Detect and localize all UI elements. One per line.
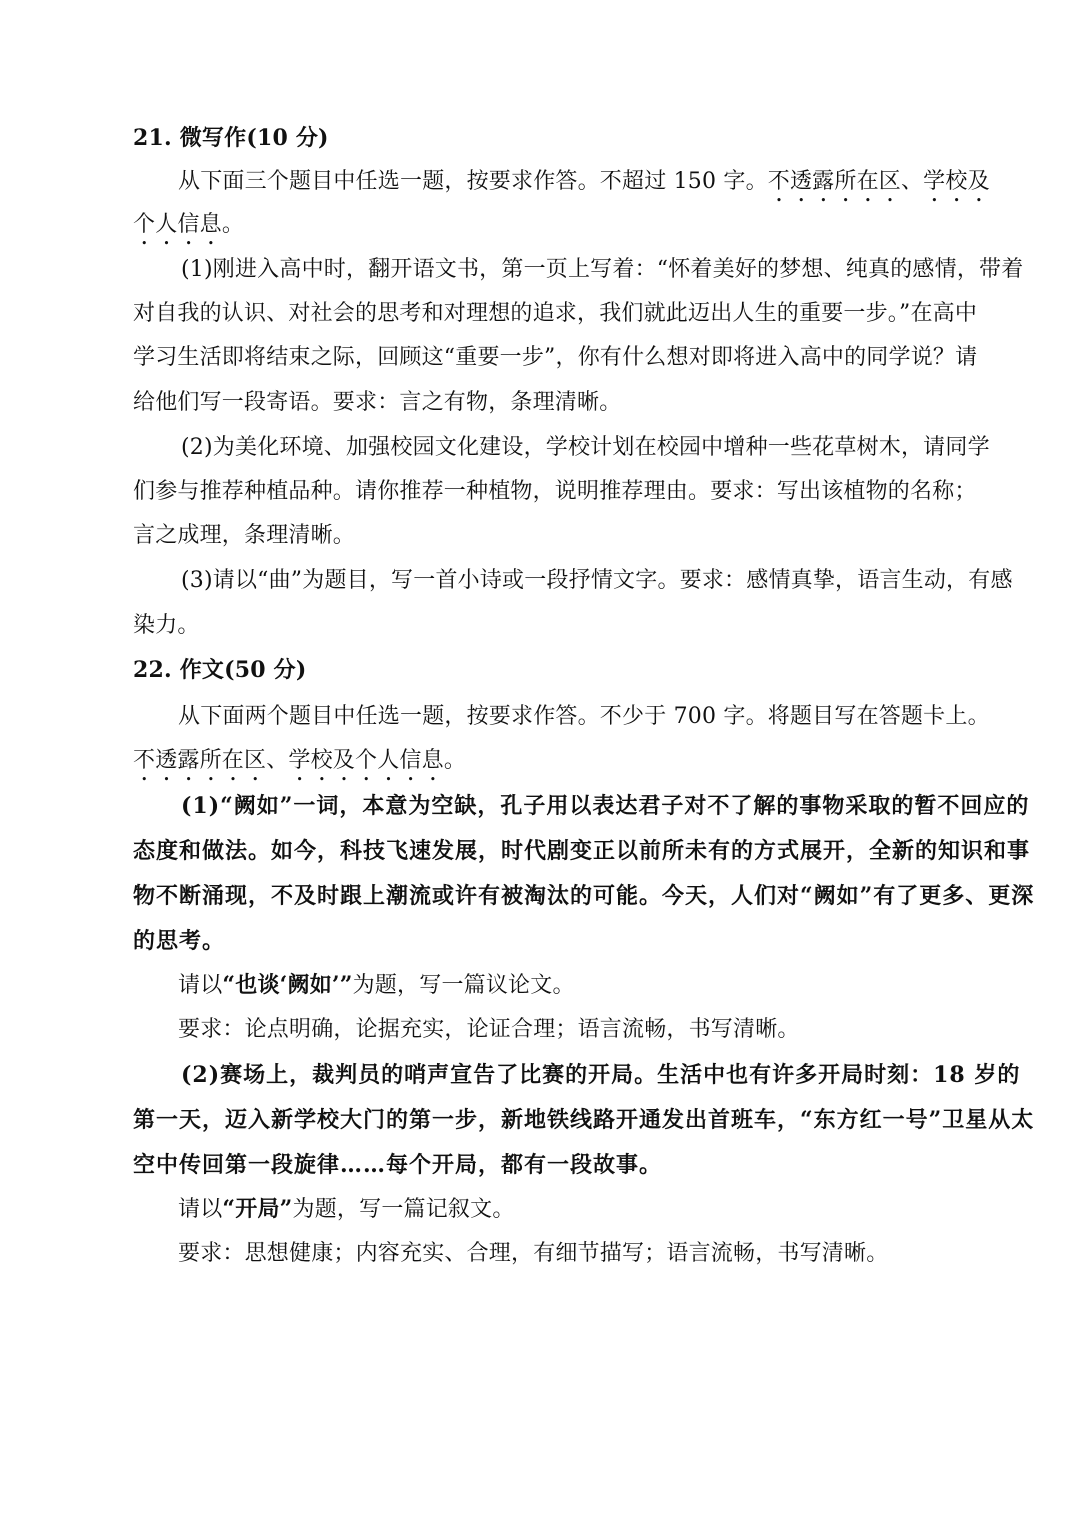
q21-intro-text: 从下面三个题目中任选一题，按要求作答。不超过 150 字。 <box>178 169 768 194</box>
q22-option1-task-title: “也谈‘阙如’” <box>222 972 353 998</box>
q22-option2-task-title: “开局” <box>222 1196 293 1222</box>
q22-option1-requirements: 要求：论点明确，论据充实，论证合理；语言流畅，书写清晰。 <box>178 1017 800 1042</box>
q21-option2-line1: (2)为美化环境、加强校园文化建设，学校计划在校园中增种一些花草树木，请同学 <box>181 435 990 460</box>
q22-option2-task-post: 为题，写一篇记叙文。 <box>292 1197 515 1222</box>
q21-emphasis-privacy: 不透露所在区、学校及 <box>767 169 990 194</box>
q22-option1-line4: 的思考。 <box>133 928 226 954</box>
q21-option2-line3: 言之成理，条理清晰。 <box>133 523 356 548</box>
q21-intro-line1 <box>0 167 1080 197</box>
q21-option1-line1: (1)刚进入高中时，翻开语文书，第一页上写着：“怀着美好的梦想、纯真的感情，带着 <box>181 257 1024 282</box>
q21-emphasis-privacy-cont: 个人信息 <box>133 212 222 237</box>
q21-option3-line1: (3)请以“曲”为题目，写一首小诗或一段抒情文字。要求：感情真挚，语言生动，有感 <box>181 568 1013 593</box>
q22-option2-line2: 第一天，迈入新学校大门的第一步，新地铁线路开通发出首班车，“东方红一号”卫星从太 <box>133 1107 1035 1133</box>
q22-option2-task-pre: 请以 <box>178 1197 223 1222</box>
q22-option2-line3: 空中传回第一段旋律……每个开局，都有一段故事。 <box>133 1152 663 1178</box>
q21-heading: 21. 微写作(10 分) <box>133 125 329 151</box>
q22-intro-tail: 。 <box>443 748 467 773</box>
q22-option2-task <box>0 1194 1080 1224</box>
q21-option1-line4: 给他们写一段寄语。要求：言之有物，条理清晰。 <box>133 390 622 415</box>
q21-option3-line2: 染力。 <box>133 613 200 638</box>
q21-option1-line3: 学习生活即将结束之际，回顾这“重要一步”，你有什么想对即将进入高中的同学说？请 <box>133 345 978 370</box>
q22-intro-line2 <box>0 746 1080 776</box>
q21-option1-line2: 对自我的认识、对社会的思考和对理想的追求，我们就此迈出人生的重要一步。”在高中 <box>133 301 978 326</box>
q22-intro-line1: 从下面两个题目中任选一题，按要求作答。不少于 700 字。将题目写在答题卡上。 <box>178 704 990 729</box>
q22-heading: 22. 作文(50 分) <box>133 657 307 683</box>
q22-option1-task-post: 为题，写一篇议论文。 <box>352 973 575 998</box>
q22-emphasis-privacy: 不透露所在区、学校及个人信息 <box>133 748 444 773</box>
q22-option1-task-pre: 请以 <box>178 973 223 998</box>
q22-option1-line1: (1)“阙如”一词，本意为空缺，孔子用以表达君子对不了解的事物采取的暂不回应的 <box>181 793 1030 819</box>
q22-option1-line3: 物不断涌现，不及时跟上潮流或许有被淘汰的可能。今天，人们对“阙如”有了更多、更深 <box>133 883 1035 909</box>
q21-intro-tail: 。 <box>221 212 245 237</box>
q21-intro-line2 <box>0 210 1080 240</box>
q22-option1-line2: 态度和做法。如今，科技飞速发展，时代剧变正以前所未有的方式展开，全新的知识和事 <box>133 838 1031 864</box>
q22-option2-requirements: 要求：思想健康；内容充实、合理，有细节描写；语言流畅，书写清晰。 <box>178 1241 889 1266</box>
q21-option2-line2: 们参与推荐种植品种。请你推荐一种植物，说明推荐理由。要求：写出该植物的名称； <box>133 479 977 504</box>
q22-option2-line1: (2)赛场上，裁判员的哨声宣告了比赛的开局。生活中也有许多开局时刻：18 岁的 <box>181 1062 1021 1088</box>
q22-option1-task <box>0 970 1080 1000</box>
